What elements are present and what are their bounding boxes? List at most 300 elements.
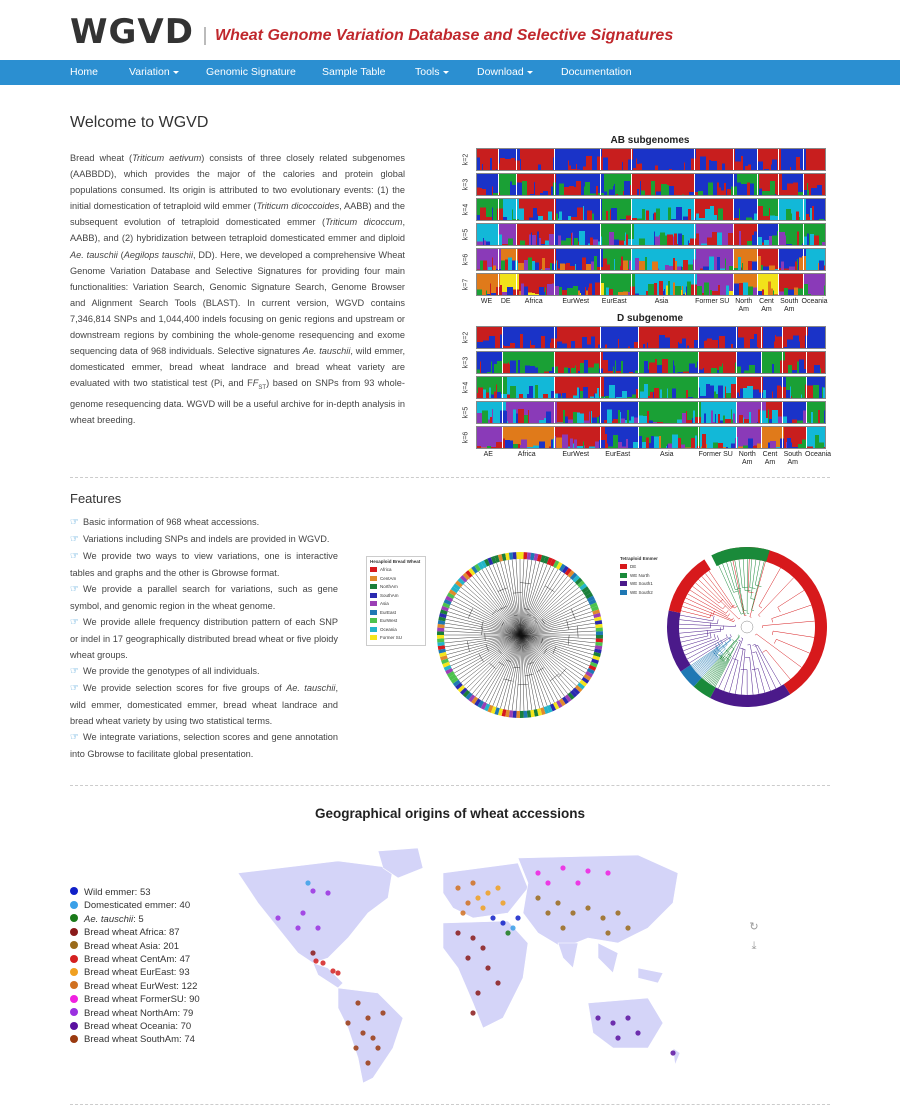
tree-branch [444,627,521,635]
structure-row [476,248,826,271]
accession-point [480,945,485,950]
tree-ring-segment [516,552,520,559]
tree-branch [774,639,776,643]
tree-branch [750,658,753,695]
legend-swatch [370,576,377,581]
tree-branch [728,614,730,617]
tree-branch [693,649,719,668]
tree-branch [778,590,804,607]
accession-point [600,915,605,920]
accession-point [570,910,575,915]
tree-branch [750,588,756,589]
legend-swatch [620,590,627,595]
tree-branch [756,652,770,691]
tree-ring-segment [523,552,527,559]
region-label: AE [483,451,493,458]
region-label: Oceania [801,298,828,305]
nav-documentation[interactable] [561,60,632,85]
tree-root [741,621,753,633]
tree-branch [522,635,571,691]
region-label: Oceania [805,451,832,458]
legend-dot [70,914,78,922]
accession-point [365,1015,370,1020]
tree-branch [466,581,521,635]
land-mass [443,863,528,918]
tree-branch [748,592,753,593]
tree-branch [519,627,595,635]
d-subgenome-title: D subgenome [616,313,684,324]
legend-dot [70,981,78,989]
accession-point [370,1035,375,1040]
geo-legend-entry[interactable]: Bread wheat EurWest: 122 [70,980,200,993]
tree-ring-segment [437,628,444,632]
accession-point [635,1030,640,1035]
structure-row [476,148,826,171]
pointing-hand-icon: ☞ [70,551,79,562]
d-structure-plot [458,326,832,466]
accession-point [545,880,550,885]
region-label: Asia [659,451,674,458]
k-label: k=3 [462,178,470,191]
geo-legend-entry[interactable]: Bread wheat FormerSU: 90 [70,993,200,1006]
accession-point [560,865,565,870]
accession-point [465,955,470,960]
accession-point [365,1060,370,1065]
pointing-hand-icon: ☞ [70,517,79,528]
tree-branch [513,667,520,668]
geo-legend-entry[interactable]: Domesticated emmer: 40 [70,899,200,912]
tree-branch [741,638,743,639]
k-label: k=3 [462,356,470,369]
accession-point [500,920,505,925]
tree-branch [751,561,764,610]
legend-swatch [370,584,377,589]
tree-legend-entry: DE [620,563,666,572]
accession-point [605,930,610,935]
accession-point [460,910,465,915]
legend-swatch [370,601,377,606]
tree-branch [752,652,756,653]
k-label: k=2 [462,153,470,166]
accession-point [313,958,318,963]
accession-point [485,890,490,895]
legend-swatch [370,567,377,572]
tree-branch [776,639,809,653]
pointing-hand-icon: ☞ [70,666,79,677]
feature-item: ☞ Basic information of 968 wheat accessions. [70,517,260,528]
accession-point [610,1020,615,1025]
k-label: k=2 [462,331,470,344]
site-header [0,0,900,60]
tree-branch [508,560,520,635]
nav-variation-label: Variation [129,66,170,78]
accession-point [310,888,315,893]
logo-separator [204,27,206,45]
tree-legend-entry: Oceania [370,626,422,635]
nav-genomic-signature[interactable] [206,60,296,85]
accession-point [455,885,460,890]
region-label: South Am [783,451,802,466]
tree-branch [522,635,589,666]
accession-point [320,960,325,965]
tree-branch [758,578,793,615]
accession-point [615,910,620,915]
refresh-icon[interactable]: ↻ [749,921,759,933]
accession-point [455,930,460,935]
region-label: North Am [735,298,753,313]
accession-point [470,1010,475,1015]
region-label: Africa [517,451,536,458]
accession-point [515,915,520,920]
tree-branch [506,660,511,662]
nav-home-label: Home [70,66,99,78]
tree-legend-entry: WE South1 [620,580,666,589]
hexaploid-phylogenetic-tree [435,550,605,720]
geo-legend-entry[interactable]: Bread wheat CentAm: 47 [70,953,200,966]
feature-item: ☞ We provide the genotypes of all individuals. [70,666,260,677]
tree-branch [522,635,555,703]
accession-point [345,1020,350,1025]
structure-row [476,376,826,399]
legend-dot [70,995,78,1003]
region-label: South Am [780,298,799,313]
accession-point [355,1000,360,1005]
tree-branch [734,606,737,608]
accession-point [535,895,540,900]
feature-item: ☞ We provide allele frequency distribution pattern of each SNP or indel in 17 geographically distributed bread wheat or five ploidy wheat groups. [70,617,338,660]
accession-point [475,895,480,900]
legend-dot [70,1035,78,1043]
tree-ring-segment [520,711,524,718]
accession-point [353,1045,358,1050]
tree-ring-segment [523,711,527,718]
k-label: k=4 [462,381,470,394]
tree-branch [755,634,756,635]
nav-tools[interactable] [415,60,449,85]
geo-legend-entry[interactable]: Bread wheat NorthAm: 79 [70,1007,200,1020]
tree-legend-entry: Asia [370,600,422,609]
tree-branch [726,634,727,637]
structure-row [476,426,826,449]
tree-branch [726,610,728,613]
tree-branch [522,635,592,658]
tree-branch [714,634,715,639]
feature-item: ☞ Variations including SNPs and indels are provided in WGVD. [70,534,330,545]
nav-documentation-label: Documentation [561,66,632,78]
accession-point [325,890,330,895]
pointing-hand-icon: ☞ [70,683,79,694]
tree-legend-entry: SouthAm [370,592,422,601]
accession-point [505,930,510,935]
tree-ring-segment [596,631,603,635]
features-title: Features [70,491,122,506]
tree-branch [752,644,755,645]
tree-ring-segment [596,628,603,632]
k-label: k=5 [462,228,470,241]
tree-branch [743,559,745,590]
tree-branch [778,607,781,612]
accession-point [490,915,495,920]
accession-point [500,900,505,905]
tree-branch [750,559,752,587]
legend-swatch [620,581,627,586]
legend-dot [70,968,78,976]
tree-branch [522,635,594,651]
legend-dot [70,887,78,895]
geo-legend [70,886,200,1047]
accession-point [560,925,565,930]
accession-point [625,1015,630,1020]
structure-row [476,401,826,424]
tree-ring-segment [520,552,524,559]
land-mass [558,943,618,973]
download-icon[interactable]: ⤓ [751,940,757,952]
site-logo[interactable]: WGVD [70,12,194,52]
geo-title: Geographical origins of wheat accessions [314,806,586,821]
tree-branch [679,624,735,626]
tree-branch [732,618,733,620]
geo-legend-entry[interactable]: Bread wheat EurEast: 93 [70,966,200,979]
region-label: Cent Am [762,451,778,466]
accession-point [535,870,540,875]
tree-branch [693,586,723,609]
tree-branch [739,618,740,619]
chevron-down-icon [173,71,179,74]
hexaploid-legend-title: Hexaploid Bread Wheat [370,559,421,564]
tree-branch [679,629,723,633]
tree-branch [739,559,742,587]
tree-branch [522,635,565,696]
tree-branch [709,571,734,608]
accession-point [605,870,610,875]
legend-swatch [620,564,627,569]
chevron-down-icon [443,71,449,74]
tree-legend-entry: EurEast [370,609,422,618]
legend-swatch [370,593,377,598]
k-label: k=6 [462,253,470,266]
tree-branch [752,669,758,670]
tree-branch [738,635,739,636]
tree-branch [750,617,751,618]
feature-item: ☞ We provide a parallel search for variations, such as gene symbol, and genomic region in the wheat genome. [70,584,338,611]
region-label: EurEast [605,451,631,458]
legend-dot [70,955,78,963]
site-tagline: Wheat Genome Variation Database and Selective Signatures [215,27,674,44]
tree-branch [772,631,773,635]
intro-paragraph: Bread wheat (Triticum aetivum) consists of three closely related subgenomes (AABBDD), which provides the major of the calories and protein global populations consumed. Its origin is attributed to two evolutionary events: (1) the initial domestication of tetraploid wild emmer (Triticum dicoccoides, AABB) and the subsequent evolution of tetraploid domesticated emmer (Triticum dicoccum, AABB), and (2) hybridization between tetraploid domesticated emmer and diploid Ae. tauschii (Aegilops tauschii, DD). Here, we developed a comprehensive Wheat Genome Variation Database and Selective Signatures for providing four main functionalities: Variation Search, Genomic Signature Search, Genome Browser and Alignment Search Tools (BLAST). In current version, WGVD contains 7,346,814 SNPs and 1,044,400 indels focusing on genic regions and upstream or downstream regions by combining the whole-genome resequencing and exome sequencing data of 968 individuals. Selective signatures Ae. tauschii, wild emmer, domesticated emmer, bread wheat landrace and bread wheat variety are evaluated with two statistical test (Pi, and $FF_{ST}$) based on SNPs from 93 whole-genome resequencing data. WGVD will be a useful archive for in-depth analysis in wheat breeding. [70,153,406,426]
pointing-hand-icon: ☞ [70,584,79,595]
feature-item: ☞ We integrate variations, selection scores and gene annotation into Gbrowse to facilitate global presentation. [70,732,338,759]
tree-ring-segment [516,711,520,718]
tree-branch [520,559,528,635]
legend-dot [70,1008,78,1016]
accession-point [375,1045,380,1050]
pointing-hand-icon: ☞ [70,617,79,628]
tree-ring-segment [667,610,691,671]
tree-branch [756,634,801,668]
tree-branch [500,635,521,708]
geo-legend-entry[interactable]: Bread wheat SouthAm: 74 [70,1033,200,1046]
ab-subgenomes-title: AB subgenomes [610,135,690,146]
tree-branch [679,620,717,624]
legend-swatch [620,573,627,578]
structure-row [476,273,826,296]
tree-branch [577,626,578,638]
land-mass [338,988,403,1083]
tree-branch [518,684,528,685]
tree-branch [758,615,760,617]
tree-ring-segment [437,635,444,639]
tree-branch [446,635,522,651]
structure-row [476,198,826,221]
tree-branch [688,594,728,616]
section-divider [70,1104,830,1105]
tree-branch [738,640,740,641]
tree-branch [522,635,558,701]
tree-ring-segment [513,552,517,559]
features-list [70,514,338,762]
nav-genomic-signature-label: Genomic Signature [206,66,296,78]
tree-ring-segment [513,711,517,718]
land-mass [238,861,393,963]
land-mass [518,855,678,948]
geo-legend-entry[interactable]: Wild emmer: 53 [70,886,200,899]
tree-legend-entry: WE South2 [620,589,666,598]
tree-branch [730,634,731,636]
k-label: k=6 [462,431,470,444]
region-label: Former SU [695,298,730,305]
land-mass [443,921,528,1028]
accession-point [585,868,590,873]
accession-point [595,1015,600,1020]
tree-branch [732,639,734,641]
tree-branch [717,635,719,639]
tree-branch [679,628,711,629]
legend-swatch [370,627,377,632]
nav-tools-label: Tools [415,66,440,78]
tree-legend-entry: CentAm [370,575,422,584]
tree-branch [772,619,773,623]
accession-point [480,905,485,910]
accession-point [465,900,470,905]
feature-item: ☞ We provide two ways to view variations, one is interactive tables and graphs and the other is Gbrowse format. [70,551,338,578]
structure-row [476,351,826,374]
structure-row [476,223,826,246]
accession-point [510,925,515,930]
region-label: EurWest [562,451,590,458]
geo-legend-entry[interactable]: Bread wheat Asia: 201 [70,940,200,953]
tree-legend-entry: WE North [620,572,666,581]
hexaploid-tree-legend [366,556,426,646]
accession-point [315,925,320,930]
main-navbar [0,60,900,85]
accession-point [625,925,630,930]
tree-branch [520,583,530,584]
nav-sample-table[interactable] [322,60,385,85]
accession-point [495,980,500,985]
accession-point [615,1035,620,1040]
tree-branch [729,660,738,692]
tree-branch [755,644,776,688]
tree-branch [740,648,743,649]
accession-point [555,900,560,905]
tree-branch [451,635,522,666]
tree-ring-segment [596,635,603,639]
tree-ring-segment [721,547,827,694]
accession-point [330,968,335,973]
tree-ring-segment [711,547,769,566]
tree-branch [773,631,814,637]
geo-legend-entry[interactable]: Ae. tauschii: 5 [70,913,200,926]
region-label: North Am [738,451,756,466]
region-label: Asia [654,298,669,305]
emmer-legend-title: Tetraploid Emmer [620,556,658,561]
tree-ring-segment [596,638,603,642]
accession-point [305,880,310,885]
accession-point [380,1010,385,1015]
legend-dot [70,941,78,949]
accession-point [670,1050,675,1055]
tree-branch [448,635,522,658]
region-label: DE [500,298,511,305]
tree-branch [482,627,483,635]
k-label: k=4 [462,203,470,216]
nav-download[interactable] [477,60,533,85]
tree-branch [763,621,815,626]
nav-home[interactable] [70,60,98,85]
accession-point [585,905,590,910]
tree-branch [522,635,551,704]
tree-branch [762,650,766,653]
tree-branch [755,560,760,585]
accession-point [300,910,305,915]
accession-point [470,880,475,885]
tree-ring-segment [437,638,444,642]
tree-legend-entry: Africa [370,566,422,575]
feature-item: ☞ We provide selection scores for five groups of Ae. tauschii, wild emmer, domesticated emmer, bread wheat landrace and bread wheat variety by using two statistical terms. [70,683,339,726]
tree-ring-segment [437,631,444,635]
accession-point [310,950,315,955]
emmer-tree-legend [617,554,669,599]
region-label: Africa [524,298,543,305]
region-label: Cent Am [759,298,774,313]
tree-branch [734,620,735,622]
accession-point [360,1030,365,1035]
nav-variation[interactable] [129,60,179,85]
tree-legend-entry: Former SU [370,634,422,643]
legend-dot [70,1022,78,1030]
geo-legend-entry[interactable]: Bread wheat Oceania: 70 [70,1020,200,1033]
tree-branch [741,613,743,614]
accession-point [575,880,580,885]
land-mass [588,998,663,1048]
geo-legend-entry[interactable]: Bread wheat Africa: 87 [70,926,200,939]
accession-point [545,910,550,915]
structure-row [476,173,826,196]
section-divider [70,477,830,478]
welcome-title: Welcome to WGVD [70,114,209,131]
tree-branch [686,598,733,620]
accession-point [475,990,480,995]
legend-swatch [370,610,377,615]
legend-swatch [370,635,377,640]
world-map [218,843,688,1088]
section-divider [70,785,830,786]
pointing-hand-icon: ☞ [70,534,79,545]
ab-structure-plot [458,148,828,313]
tree-ring-segment [669,559,711,613]
region-label: EurWest [562,298,590,305]
